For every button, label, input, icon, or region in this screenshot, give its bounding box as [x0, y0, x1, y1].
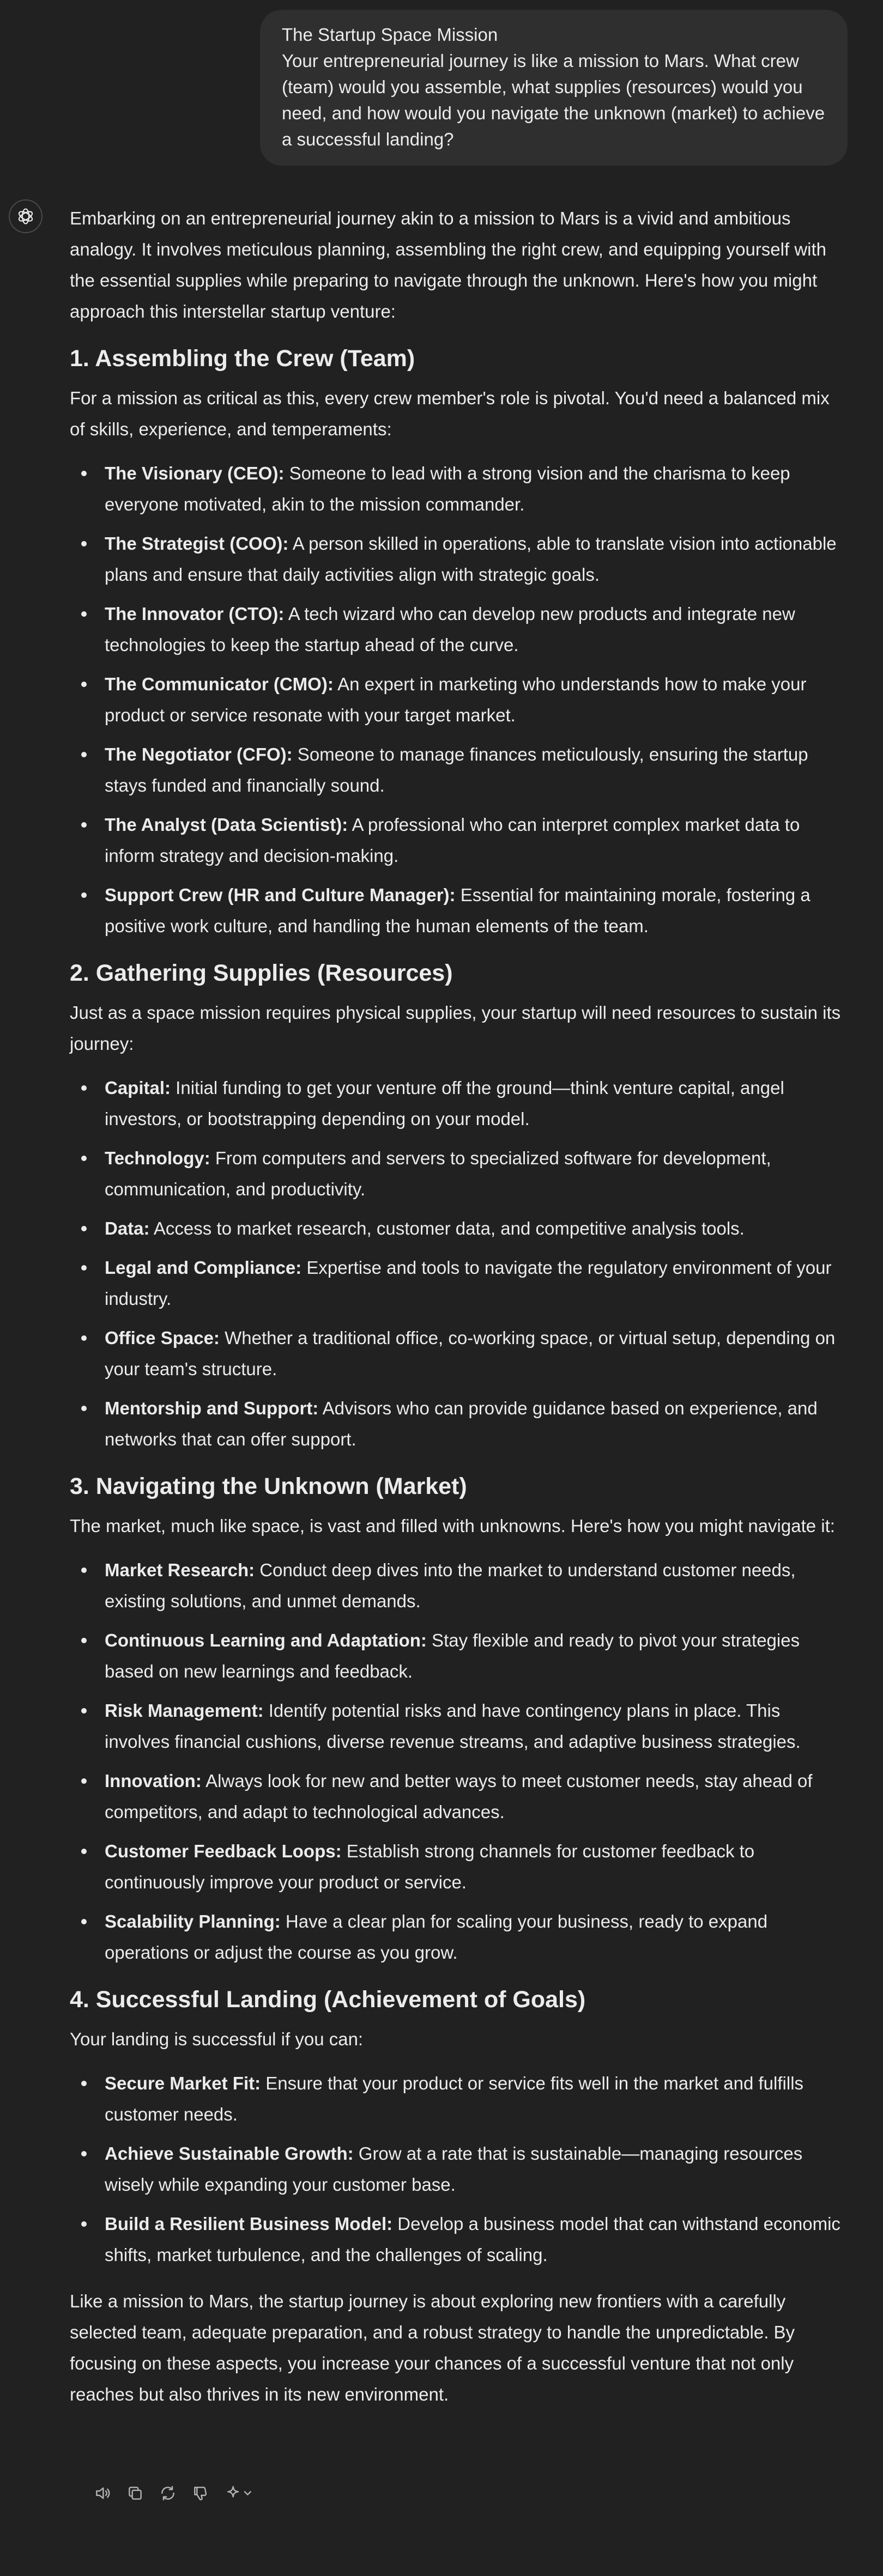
- regenerate-icon: [159, 2484, 177, 2502]
- item-text: Conduct deep dives into the market to understand customer needs, existing solutions, and unmet demands.: [105, 1560, 796, 1611]
- list-item: [70, 1322, 846, 1384]
- thumbs-down-button[interactable]: [191, 2483, 210, 2503]
- list-item: [70, 528, 846, 590]
- item-term: Scalability Planning:: [105, 1911, 281, 1931]
- item-text: Identify potential risks and have contingency plans in place. This involves financial cushions, diverse revenue streams, and adaptive business strategies.: [105, 1700, 801, 1752]
- item-text: Establish strong channels for customer feedback to continuously improve your product or service.: [105, 1841, 755, 1892]
- item-term: Market Research:: [105, 1560, 255, 1580]
- section-intro: The market, much like space, is vast and filled with unknowns. Here's how you might navigate it:: [70, 1516, 835, 1536]
- item-term: Customer Feedback Loops:: [105, 1841, 342, 1861]
- section-heading: 3. Navigating the Unknown (Market): [70, 1473, 467, 1499]
- copy-icon: [126, 2484, 144, 2502]
- response-intro: Embarking on an entrepreneurial journey akin to a mission to Mars is a vivid and ambitious analogy. It involves meticulous planning, assembling the right crew, and equipping yourself with the essential supplies while preparing to navigate through the unknown. Here's how you might approach this interstellar startup venture:: [70, 208, 827, 321]
- change-model-button[interactable]: [223, 2483, 257, 2503]
- item-text: Advisors who can provide guidance based on experience, and networks that can offer support.: [105, 1398, 818, 1449]
- list-item: [70, 2208, 846, 2270]
- item-term: Legal and Compliance:: [105, 1257, 302, 1278]
- user-message-line: a successful landing?: [282, 129, 454, 149]
- bullet-list: [70, 458, 846, 941]
- item-term: Secure Market Fit:: [105, 2073, 261, 2093]
- item-term: Office Space:: [105, 1328, 220, 1348]
- item-text: A tech wizard who can develop new products and integrate new technologies to keep the startup ahead of the curve.: [105, 604, 795, 655]
- item-term: The Strategist (COO):: [105, 533, 289, 554]
- item-text: Initial funding to get your venture off the ground—think venture capital, angel investors, or bootstrapping depending on your model.: [105, 1078, 784, 1129]
- list-item: [70, 1836, 846, 1898]
- list-item: [70, 1625, 846, 1687]
- bullet-list: [70, 2068, 846, 2270]
- item-term: Continuous Learning and Adaptation:: [105, 1630, 427, 1650]
- regenerate-button[interactable]: [158, 2483, 178, 2503]
- list-item: [70, 1213, 846, 1244]
- item-term: The Innovator (CTO):: [105, 604, 285, 624]
- list-item: [70, 1554, 846, 1617]
- item-text: Always look for new and better ways to meet customer needs, stay ahead of competitors, and adapt to technological advances.: [105, 1771, 813, 1822]
- item-text: A professional who can interpret complex market data to inform strategy and decision-making.: [105, 815, 800, 866]
- speaker-icon: [94, 2484, 111, 2502]
- list-item: [70, 1765, 846, 1827]
- section-intro: Just as a space mission requires physical supplies, your startup will need resources to sustain its journey:: [70, 1003, 841, 1054]
- list-item: [70, 1252, 846, 1314]
- list-item: [70, 809, 846, 871]
- assistant-response: [70, 203, 846, 2423]
- item-text: Expertise and tools to navigate the regulatory environment of your industry.: [105, 1257, 832, 1309]
- section-heading: 4. Successful Landing (Achievement of Goals): [70, 1986, 586, 2013]
- list-item: [70, 1143, 846, 1205]
- item-term: The Communicator (CMO):: [105, 674, 334, 694]
- read-aloud-button[interactable]: [93, 2483, 112, 2503]
- list-item: [70, 598, 846, 660]
- section-intro: For a mission as critical as this, every crew member's role is pivotal. You'd need a balanced mix of skills, experience, and temperaments:: [70, 388, 830, 439]
- list-item: [70, 879, 846, 941]
- user-message-line: The Startup Space Mission: [282, 25, 498, 45]
- item-term: The Visionary (CEO):: [105, 463, 285, 483]
- section-heading: 1. Assembling the Crew (Team): [70, 345, 415, 372]
- item-term: The Analyst (Data Scientist):: [105, 815, 348, 835]
- user-message-line: Your entrepreneurial journey is like a mission to Mars. What crew: [282, 51, 799, 71]
- item-text: Have a clear plan for scaling your business, ready to expand operations or adjust the course as you grow.: [105, 1911, 768, 1963]
- user-message-line: (team) would you assemble, what supplies (resources) would you: [282, 77, 803, 97]
- item-text: Someone to manage finances meticulously, ensuring the startup stays funded and financially sound.: [105, 744, 808, 795]
- assistant-avatar: [9, 199, 43, 233]
- item-term: Data:: [105, 1218, 150, 1238]
- list-item: [70, 458, 846, 520]
- item-text: Ensure that your product or service fits well in the market and fulfills customer needs.: [105, 2073, 804, 2124]
- item-term: Support Crew (HR and Culture Manager):: [105, 885, 456, 905]
- item-term: Build a Resilient Business Model:: [105, 2214, 393, 2234]
- sparkle-model-icon: [223, 2484, 257, 2502]
- list-item: [70, 1072, 846, 1134]
- item-text: Grow at a rate that is sustainable—managing resources wisely while expanding your customer base.: [105, 2143, 803, 2195]
- item-text: Someone to lead with a strong vision and the charisma to keep everyone motivated, akin to the mission commander.: [105, 463, 790, 514]
- openai-logo-icon: [16, 206, 35, 226]
- list-item: [70, 2138, 846, 2200]
- item-text: From computers and servers to specialized software for development, communication, and productivity.: [105, 1148, 771, 1199]
- item-text: Access to market research, customer data, and competitive analysis tools.: [149, 1218, 745, 1238]
- response-conclusion: Like a mission to Mars, the startup journey is about exploring new frontiers with a carefully selected team, adequate preparation, and a robust strategy to handle the unpredictable. By focusing on these aspects, you increase your chances of a successful venture that not only reaches but also thrives in its new environment.: [70, 2291, 795, 2404]
- item-term: Technology:: [105, 1148, 210, 1168]
- copy-button[interactable]: [125, 2483, 145, 2503]
- list-item: [70, 1393, 846, 1455]
- item-term: Innovation:: [105, 1771, 202, 1791]
- bullet-list: [70, 1072, 846, 1455]
- bullet-list: [70, 1554, 846, 1968]
- user-message-line: need, and how would you navigate the unknown (market) to achieve: [282, 103, 825, 123]
- item-term: Capital:: [105, 1078, 171, 1098]
- item-term: The Negotiator (CFO):: [105, 744, 293, 764]
- item-term: Risk Management:: [105, 1700, 264, 1721]
- item-text: A person skilled in operations, able to translate vision into actionable plans and ensure that daily activities align with strategic goals.: [105, 533, 837, 585]
- thumbs-down-icon: [192, 2484, 209, 2502]
- section-intro: Your landing is successful if you can:: [70, 2029, 364, 2049]
- list-item: [70, 739, 846, 801]
- list-item: [70, 669, 846, 731]
- user-message-bubble: [260, 10, 848, 166]
- message-actions-bar: [93, 2483, 257, 2503]
- item-text: Stay flexible and ready to pivot your strategies based on new learnings and feedback.: [105, 1630, 800, 1681]
- item-term: Mentorship and Support:: [105, 1398, 319, 1418]
- item-text: Whether a traditional office, co-working space, or virtual setup, depending on your team's structure.: [105, 1328, 836, 1379]
- item-text: Essential for maintaining morale, fostering a positive work culture, and handling the human elements of the team.: [105, 885, 811, 936]
- item-term: Achieve Sustainable Growth:: [105, 2143, 354, 2164]
- section-heading: 2. Gathering Supplies (Resources): [70, 960, 453, 986]
- list-item: [70, 1906, 846, 1968]
- list-item: [70, 2068, 846, 2130]
- item-text: Develop a business model that can withstand economic shifts, market turbulence, and the challenges of scaling.: [105, 2214, 840, 2265]
- item-text: An expert in marketing who understands how to make your product or service resonate with your target market.: [105, 674, 807, 725]
- list-item: [70, 1695, 846, 1757]
